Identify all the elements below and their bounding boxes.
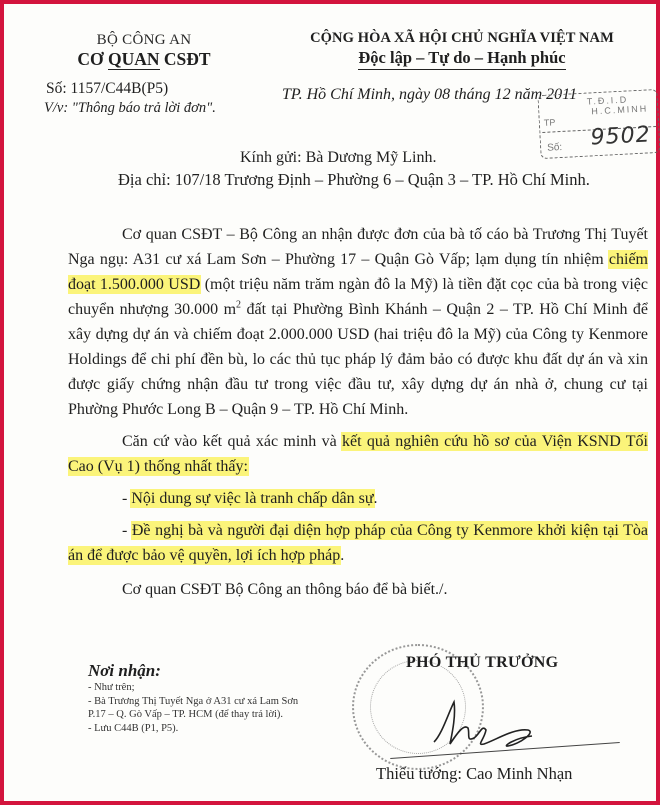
stamp-line-1: T.Đ.I.D xyxy=(586,94,629,107)
handwritten-signature-icon xyxy=(424,694,574,754)
paragraph-findings xyxy=(68,429,648,479)
national-header xyxy=(282,30,642,70)
highlighted-text: Nội dung sự việc là tranh chấp dân sự xyxy=(131,490,374,507)
stamp-line-3: H.C.MINH xyxy=(591,103,649,117)
text-span: đất tại Phường Bình Khánh – Quận 2 – TP. Hồ Chí Minh để xây dựng dự án và chiếm đoạt 2.000.000 USD (hai triệu đô la Mỹ) của Công ty Kenmore Holdings để chi phí đền bù, lo các thủ tục pháp lý đảm bảo có được khu đất dự án và xin được giấy chứng nhận đầu tư trong việc đầu tư, xây dựng dự án nhà ở, chung cư tại Phường Phước Long B – Quận 9 – TP. Hồ Chí Minh. xyxy=(68,301,648,418)
recipients-title: Nơi nhận: xyxy=(88,661,161,680)
agency-name xyxy=(44,49,244,70)
addressee-address: Địa chỉ: 107/18 Trương Định – Phường 6 – Quận 3 – TP. Hồ Chí Minh. xyxy=(118,170,590,189)
document-number: Số: 1157/C44B(P5) xyxy=(46,80,169,97)
text-span: . xyxy=(373,490,378,507)
finding-item-2 xyxy=(68,518,648,568)
issuing-agency-header xyxy=(44,14,244,70)
agency-name-underlined: QUAN xyxy=(108,49,160,69)
document-subject: V/v: "Thông báo trả lời đơn". xyxy=(44,100,216,116)
addressee-line: Kính gửi: Bà Dương Mỹ Linh. xyxy=(240,149,437,166)
recipient-item: - Lưu C44B (P1, P5). xyxy=(88,722,179,734)
highlighted-text: Đề nghị bà và người đại diện hợp pháp của Công ty Kenmore khởi kiện tại Tòa án để được bảo vệ quyền, lợi ích hợp pháp xyxy=(68,522,649,564)
highlighted-text: kết quả nghiên cứu hồ sơ của Viện KSND Tối Cao (Vụ 1) thống nhất thấy: xyxy=(68,433,649,475)
agency-name-prefix: CƠ xyxy=(77,49,109,69)
text-span: Cơ quan CSĐT – Bộ Công an nhận được đơn của bà tố cáo bà Trương Thị Tuyết Nga ngụ: A31 cư xá Lam Sơn – Phường 17 – Quận Gò Vấp; lạm dụng tín nhiệm xyxy=(68,226,648,268)
stamp-line-2: TP xyxy=(543,117,556,128)
place-and-date: TP. Hồ Chí Minh, ngày 08 tháng 12 năm 2011 xyxy=(282,86,577,103)
text-span: Căn cứ vào kết quả xác minh và xyxy=(122,433,342,450)
stamp-handwritten-number: 9502 xyxy=(590,122,652,151)
recipient-item: - Như trên; xyxy=(88,682,135,693)
text-span: . xyxy=(340,547,345,564)
bullet-dash: - xyxy=(122,522,132,539)
agency-name-suffix: CSĐT xyxy=(159,49,211,69)
document-body xyxy=(68,222,648,602)
recipients-list xyxy=(88,681,298,735)
received-stamp xyxy=(537,89,660,159)
stamp-so-label: Số: xyxy=(546,141,563,154)
bullet-dash: - xyxy=(122,490,132,507)
closing-sentence: Cơ quan CSĐT Bộ Công an thông báo để bà biết./. xyxy=(122,581,448,598)
signature-title: PHÓ THỦ TRƯỞNG xyxy=(406,654,559,671)
signer-name: Thiếu tướng: Cao Minh Nhạn xyxy=(376,764,573,783)
paragraph-complaint xyxy=(68,222,648,422)
national-motto: Độc lập – Tự do – Hạnh phúc xyxy=(358,48,565,70)
text-span: (một triệu năm trăm ngàn đô la Mỹ) là tiền đặt cọc của bà trong việc chuyển nhượng 30.000 m xyxy=(68,276,648,318)
recipient-item: - Bà Trương Thị Tuyết Nga ở A31 cư xá Lam Sơn xyxy=(88,695,299,707)
recipient-item: P.17 – Q. Gò Vấp – TP. HCM (để thay trả lời). xyxy=(88,709,284,720)
superscript: 2 xyxy=(236,299,242,311)
finding-item-1 xyxy=(68,486,648,511)
ministry-name: BỘ CÔNG AN xyxy=(96,32,192,48)
nation-name: CỘNG HÒA XÃ HỘI CHỦ NGHĨA VIỆT NAM xyxy=(310,30,614,46)
highlighted-text: chiếm đoạt 1.500.000 USD xyxy=(68,251,648,293)
